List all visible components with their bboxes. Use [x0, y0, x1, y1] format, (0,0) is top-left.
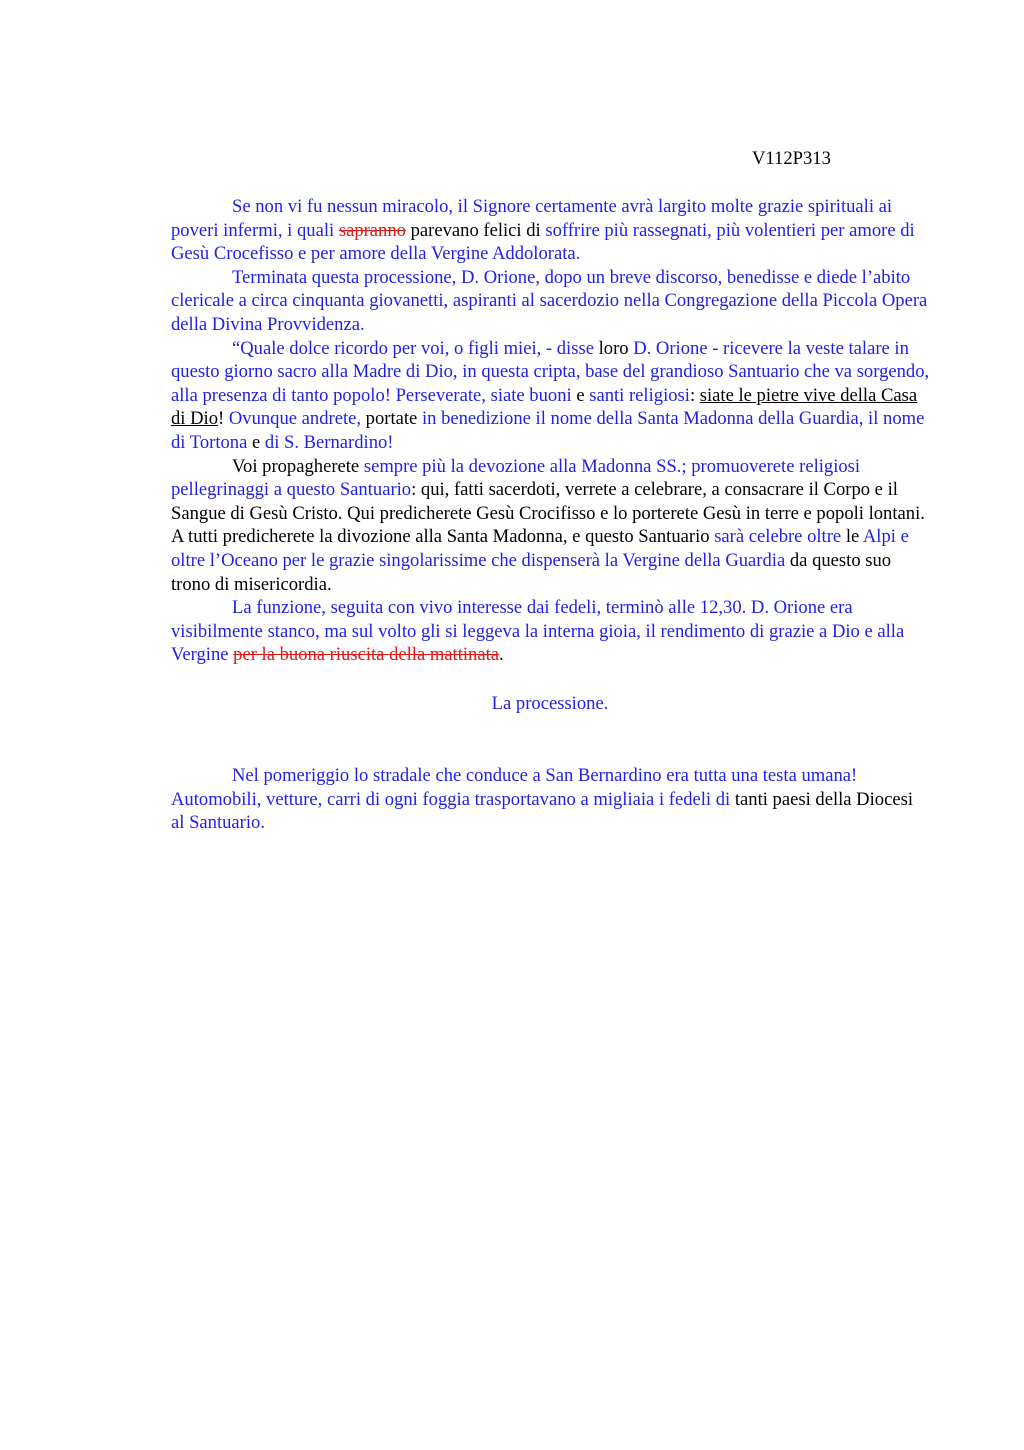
- text-segment: tanti paesi della Diocesi: [730, 788, 913, 810]
- text-segment: loro: [598, 337, 629, 359]
- text-segment: : qui, fatti sacerdoti, verrete a celebrare, a consacrare il Corpo e il Sangue di Gesù Cristo. Qui predicherete Gesù Crocifisso e lo porterete Gesù in terre e popoli lontani. A tutti predicherete la divozione alla Santa Madonna, e questo Santuario: [171, 479, 925, 548]
- section-heading: [0, 692, 1024, 716]
- text-segment: D. Orione - ricevere la veste talare in questo giorno sacro alla Madre di Dio, in questa cripta, base del grandioso Santuario che va sorgendo, alla presenza di tanto popolo! Perseverate, siate buoni: [171, 337, 930, 406]
- page-code: V112P313: [752, 148, 831, 169]
- paragraph-3: [171, 337, 931, 455]
- text-segment: Nel pomeriggio lo stradale che conduce a San Bernardino era tutta una testa umana! Automobili, vetture, carri di ogni foggia trasportavano a migliaia i fedeli di: [171, 765, 858, 810]
- text-segment: sapranno: [338, 219, 406, 241]
- text-segment: Alpi e oltre l’Oceano per le grazie singolarissime che dispenserà la Vergine della Guardia: [171, 526, 909, 571]
- text-segment: le: [841, 526, 863, 548]
- text-segment: “Quale dolce ricordo per voi, o figli miei, - disse: [232, 337, 599, 359]
- text-segment: parevano felici di: [405, 219, 546, 241]
- body-text-after-heading: [171, 764, 931, 835]
- text-segment: soffrire più rassegnati, più volentieri per amore di Gesù Crocefisso e per amore della Vergine Addolorata.: [171, 219, 915, 265]
- text-segment: da questo suo trono di misericordia.: [171, 549, 892, 595]
- text-segment: Voi propagherete: [232, 455, 364, 477]
- text-segment: in benedizione il nome della Santa Madonna della Guardia, il nome di Tortona: [171, 408, 925, 453]
- section-heading-text: La processione.: [491, 693, 609, 714]
- text-segment: e: [576, 384, 585, 406]
- text-segment: al Santuario.: [171, 812, 265, 834]
- text-segment: La funzione, seguita con vivo interesse dai fedeli, terminò alle 12,30. D. Orione era visibilmente stanco, ma sul volto gli si leggeva la interna gioia, il rendimento di grazie a Dio e alla Vergine: [171, 597, 905, 666]
- text-segment: !: [218, 408, 229, 430]
- text-segment: portate: [361, 408, 422, 430]
- paragraph-4: [171, 455, 931, 597]
- text-segment: santi religiosi: [584, 384, 690, 406]
- text-segment: per la buona riuscita della mattinata: [233, 644, 500, 666]
- text-segment: siate le pietre vive della Casa di Dio: [171, 384, 918, 430]
- text-segment: Terminata questa processione, D. Orione, dopo un breve discorso, benedisse e diede l’abito clericale a circa cinquanta giovanetti, aspiranti al sacerdozio nella Congregazione della Piccola Opera della Divina Provvidenza.: [171, 266, 928, 335]
- text-segment: e: [247, 431, 265, 453]
- text-segment: di S. Bernardino!: [264, 431, 394, 453]
- text-segment: Ovunque andrete,: [228, 408, 362, 430]
- paragraph-5: [171, 596, 931, 667]
- paragraph-6: [171, 764, 931, 835]
- paragraph-2: [171, 266, 931, 337]
- text-segment: sarà celebre oltre: [714, 526, 842, 548]
- text-segment: sempre più la devozione alla Madonna SS.; promuoverete religiosi pellegrinaggi a questo Santuario: [171, 455, 861, 501]
- body-text: [171, 195, 931, 667]
- text-segment: .: [499, 644, 504, 666]
- text-segment: Se non vi fu nessun miracolo, il Signore certamente avrà largito molte grazie spirituali ai poveri infermi, i quali: [171, 196, 893, 241]
- paragraph-1: [171, 195, 931, 266]
- text-segment: :: [689, 384, 700, 406]
